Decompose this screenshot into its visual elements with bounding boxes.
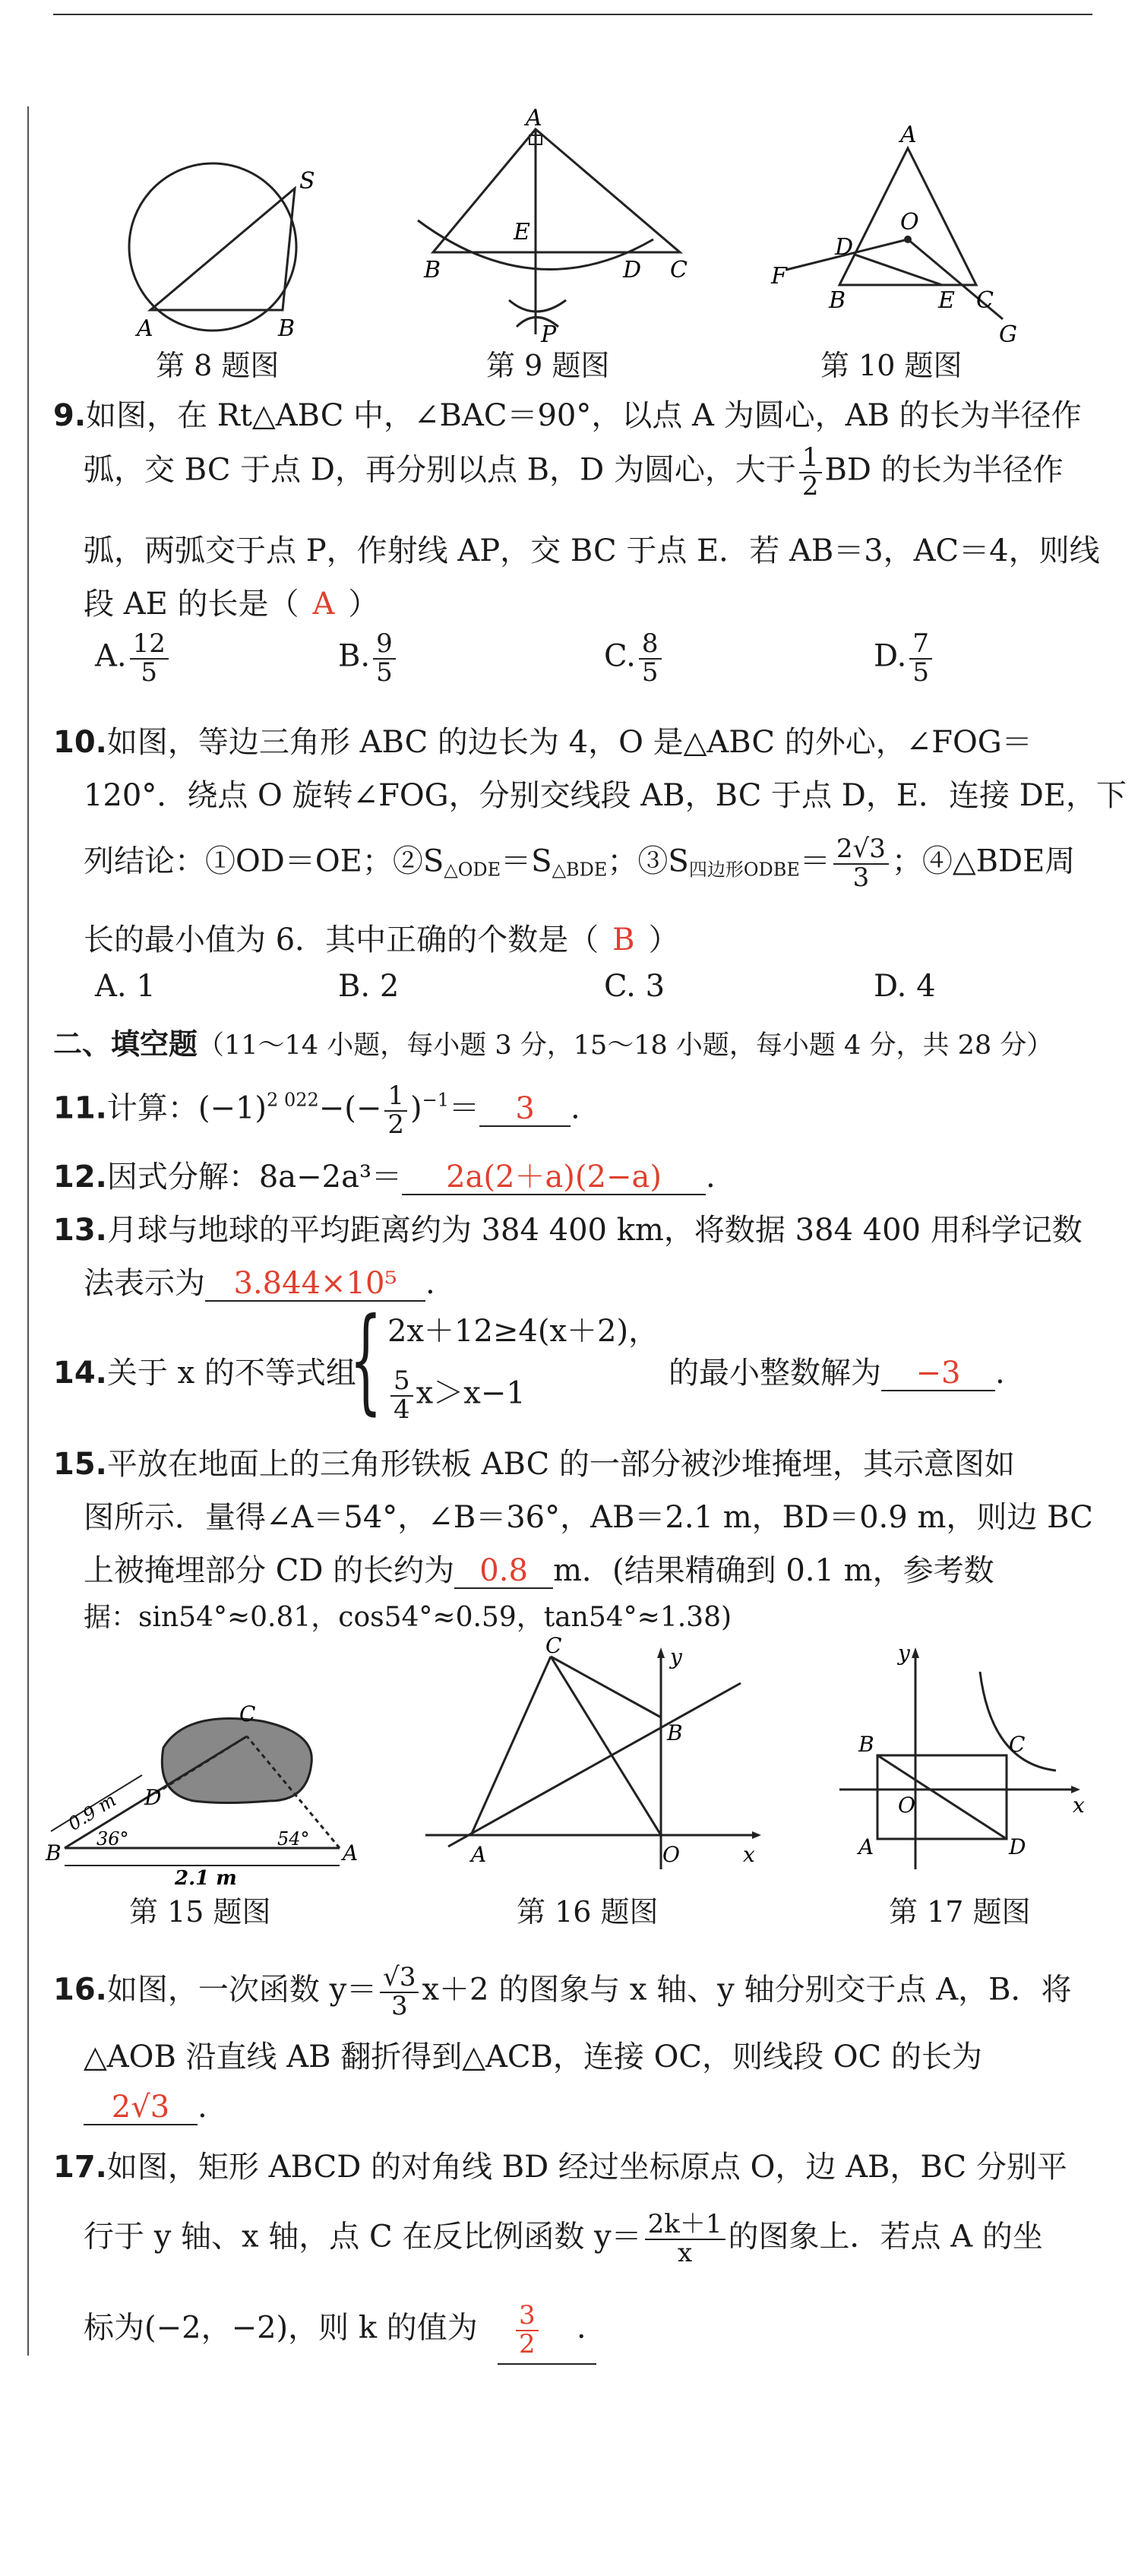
fig16-x-arrow xyxy=(752,1831,761,1839)
q10-option-d: D. 4 xyxy=(874,969,936,1004)
fig16-line-ab xyxy=(448,1683,741,1847)
q9-option-a: A. $\frac{12}{5}$ xyxy=(95,631,172,686)
q11-number: 11. xyxy=(53,1090,107,1126)
q13-answer: 3.844×10⁵ xyxy=(233,1266,397,1301)
q11-blank xyxy=(479,1092,571,1127)
q17-line2: 行于 y 轴、x 轴，点 C 在反比例函数 y＝ $\frac{2k+1}{x}$ 的图象上．若点 A 的坐 xyxy=(84,2209,1043,2268)
q15-line3: 上被掩埋部分 CD 的长约为 0.8 m．(结果精确到 0.1 m，参考数 xyxy=(84,1553,994,1588)
q12: 12.因式分解：8a−2a³＝ 2a(2＋a)(2−a) . xyxy=(53,1160,716,1195)
fig9-label-e: E xyxy=(514,219,530,245)
section-2-title: 二、填空题 xyxy=(53,1027,198,1061)
q13-blank xyxy=(205,1267,425,1302)
q10-line1: 10.如图，等边三角形 ABC 的边长为 4，O 是△ABC 的外心，∠FOG＝ xyxy=(53,725,1032,760)
q9-line2: 弧，交 BC 于点 D，再分别以点 B，D 为圆心，大于 $\frac{1}{2}$ BD 的长为半径作 xyxy=(84,442,1064,502)
fig17-label-d: D xyxy=(1009,1834,1026,1859)
fig9-label-p: P xyxy=(541,321,557,348)
q9-number: 9. xyxy=(53,398,87,433)
fig15-label-21m: 2.1 m xyxy=(175,1867,237,1890)
q14-brace: { xyxy=(349,1294,382,1426)
section-2-header xyxy=(53,1021,1053,1062)
fig16-y-arrow xyxy=(657,1647,665,1658)
fig10-segment-de xyxy=(855,255,942,285)
fig16-label-y: y xyxy=(670,1644,682,1669)
q15-line2: 图所示．量得∠A＝54°，∠B＝36°，AB＝2.1 m，BD＝0.9 m，则边 BC xyxy=(84,1500,1093,1535)
q17-number: 17. xyxy=(53,2150,107,2185)
figure-10 xyxy=(771,122,1045,353)
q11: 11.计算：$(-1)^{2 022}-(-$ $\frac{1}{2}$ )$^{-1}$＝ 3 . xyxy=(53,1081,580,1140)
fig17-label-b: B xyxy=(858,1732,874,1757)
fig17-y-arrow xyxy=(912,1647,919,1658)
q17-line3: 标为(−2，−2)，则 k 的值为 $\frac{3}{2}$ . xyxy=(84,2300,586,2359)
fig10-label-a: A xyxy=(900,122,917,148)
q15-line1: 15.平放在地面上的三角形铁板 ABC 的一部分被沙堆掩埋，其示意图如 xyxy=(53,1447,1015,1482)
q9-half-fraction: $\frac{1}{2}$ xyxy=(799,445,822,500)
fig9-label-c: C xyxy=(670,257,688,283)
q12-answer: 2a(2＋a)(2−a) xyxy=(446,1160,662,1195)
q10-answer: B xyxy=(612,922,635,957)
fig10-point-o xyxy=(904,236,912,243)
q14-blank xyxy=(881,1356,995,1391)
fig15-sand-pile xyxy=(162,1719,311,1803)
q16-answer: 2√3 xyxy=(111,2090,170,2125)
fig17-label-x: x xyxy=(1073,1793,1085,1818)
fig15-label-36: 36° xyxy=(96,1828,129,1850)
fig9-label-d: D xyxy=(623,257,642,283)
fig9-caption: 第 9 题图 xyxy=(486,349,610,382)
fig10-label-b: B xyxy=(829,287,846,314)
fig8-label-s: S xyxy=(299,168,315,195)
q16-number: 16. xyxy=(53,1972,107,2008)
q10-line2: 120°．绕点 O 旋转∠FOG，分别交线段 AB，BC 于点 D，E．连接 DE，下 xyxy=(84,778,1127,813)
q11-answer: 3 xyxy=(515,1090,535,1126)
q15-blank xyxy=(454,1554,553,1589)
figure-16 xyxy=(418,1633,767,1877)
fig15-label-54: 54° xyxy=(277,1828,310,1850)
q10-fraction: $\frac{2√3}{3}$ xyxy=(833,836,889,891)
fig16-label-c: C xyxy=(545,1633,562,1658)
fig10-label-d: D xyxy=(835,234,854,261)
q9-line4: 段 AE 的长是（ A ） xyxy=(84,587,379,622)
q16-blank xyxy=(84,2090,198,2125)
fig10-label-g: G xyxy=(999,321,1017,348)
q15-answer: 0.8 xyxy=(479,1553,528,1588)
section-2-note: （11～14 小题，每小题 3 分，15～18 小题，每小题 4 分，共 28 分） xyxy=(198,1030,1054,1061)
fig9-triangle xyxy=(433,129,680,252)
q14-number: 14. xyxy=(53,1356,107,1391)
fig10-caption: 第 10 题图 xyxy=(820,349,963,382)
fig16-label-b: B xyxy=(667,1720,683,1745)
figure-15 xyxy=(42,1679,376,1890)
fig8-triangle xyxy=(150,188,295,310)
fig10-label-o: O xyxy=(900,209,919,236)
q10-option-b: B. 2 xyxy=(338,969,400,1004)
fig10-label-f: F xyxy=(771,263,787,290)
fig17-label-y: y xyxy=(898,1641,910,1666)
fig17-label-c: C xyxy=(1009,1732,1026,1757)
q16-line1: 16.如图，一次函数 y＝ $\frac{√3}{3}$ x＋2 的图象与 x 轴、y 轴分别交于点 A，B．将 xyxy=(53,1962,1072,2021)
q17-blank-underline xyxy=(498,2363,596,2365)
q9-option-c: C. $\frac{8}{5}$ xyxy=(604,631,665,686)
fig10-label-e: E xyxy=(938,287,955,314)
fig16-label-o: O xyxy=(662,1842,680,1867)
q13-line1: 13.月球与地球的平均距离约为 384 400 km，将数据 384 400 用科学记数 xyxy=(53,1213,1083,1248)
top-rule xyxy=(53,14,1092,15)
fig16-segment-cb xyxy=(551,1657,661,1717)
fig16-label-a: A xyxy=(471,1842,487,1867)
q13-number: 13. xyxy=(53,1213,107,1248)
fig16-caption: 第 16 题图 xyxy=(517,1895,659,1929)
q10-option-c: C. 3 xyxy=(604,969,665,1004)
fig9-label-b: B xyxy=(424,257,441,283)
fig17-label-o: O xyxy=(898,1793,915,1818)
fig9-segment-de xyxy=(536,236,619,252)
fig8-label-a: A xyxy=(137,315,153,342)
q10-line3: 列结论：①OD＝OE；$②S_{\triangle ODE}=S_{\triangle BDE}$；$③S_{四边形ODBE}=$ $\frac{2√3}{3}$ ；④△BDE周 xyxy=(84,834,1076,893)
figure-9 xyxy=(410,106,714,350)
q14-ineq1: 2x＋12≥4(x＋2)， xyxy=(387,1314,659,1349)
q16-line2: △AOB 沿直线 AB 翻折得到△ACB，连接 OC，则线段 OC 的长为 xyxy=(84,2040,982,2074)
q12-blank xyxy=(402,1160,706,1195)
q15-number: 15. xyxy=(53,1447,107,1482)
figure-17 xyxy=(828,1641,1094,1877)
fig16-segment-oc xyxy=(551,1657,661,1835)
q9-option-b: B. $\frac{9}{5}$ xyxy=(338,631,399,686)
fig9-label-a: A xyxy=(526,105,542,131)
q13-line2: 法表示为 3.844×10⁵ . xyxy=(84,1266,435,1301)
fig16-segment-ac xyxy=(471,1657,551,1835)
q14-answer: −3 xyxy=(915,1356,961,1391)
fig15-label-09m: 0.9 m xyxy=(64,1789,120,1835)
q9-line1: 9.如图，在 Rt△ABC 中，∠BAC＝90°，以点 A 为圆心，AB 的长为半径作 xyxy=(53,398,1082,433)
fig15-label-a: A xyxy=(343,1840,359,1866)
q17-blank xyxy=(478,2302,577,2358)
q14-number-row: 14.关于 x 的不等式组 xyxy=(53,1356,356,1391)
q17-line1: 17.如图，矩形 ABCD 的对角线 BD 经过坐标原点 O，边 AB，BC 分别平 xyxy=(53,2150,1067,2185)
fig10-label-c: C xyxy=(976,287,994,314)
fig15-caption: 第 15 题图 xyxy=(129,1895,271,1929)
q10-line4: 长的最小值为 6．其中正确的个数是（ B ） xyxy=(84,922,679,957)
fig17-diagonal-bd xyxy=(877,1755,1007,1839)
figure-8 xyxy=(114,144,342,365)
q14-tail: 的最小整数解为 −3 . xyxy=(669,1356,1005,1391)
fig15-label-c: C xyxy=(239,1701,256,1726)
q9-answer: A xyxy=(312,587,335,622)
margin-rule xyxy=(27,106,29,2356)
q14-ineq2: $\frac{5}{4}$ x＞x−1 xyxy=(387,1368,526,1423)
fig17-label-a: A xyxy=(858,1834,874,1859)
q17-answer: $\frac{3}{2}$ xyxy=(516,2302,539,2358)
q9-line3: 弧，两弧交于点 P，作射线 AP，交 BC 于点 E．若 AB＝3，AC＝4，则线 xyxy=(84,533,1100,568)
q9-option-d: D. $\frac{7}{5}$ xyxy=(874,631,935,686)
q16-line3: 2√3 . xyxy=(84,2090,207,2125)
fig8-label-b: B xyxy=(278,315,296,342)
fig9-arc-p1 xyxy=(509,300,566,312)
q12-number: 12. xyxy=(53,1160,107,1195)
fig16-label-x: x xyxy=(743,1842,755,1867)
fig15-label-b: B xyxy=(46,1840,62,1866)
q15-line4: 据：sin54°≈0.81，cos54°≈0.59，tan54°≈1.38) xyxy=(84,1602,732,1633)
fig15-label-d: D xyxy=(144,1785,162,1810)
q10-option-a: A. 1 xyxy=(95,969,156,1004)
fig17-caption: 第 17 题图 xyxy=(889,1895,1031,1929)
q10-number: 10. xyxy=(53,725,107,760)
fig8-caption: 第 8 题图 xyxy=(156,349,280,382)
